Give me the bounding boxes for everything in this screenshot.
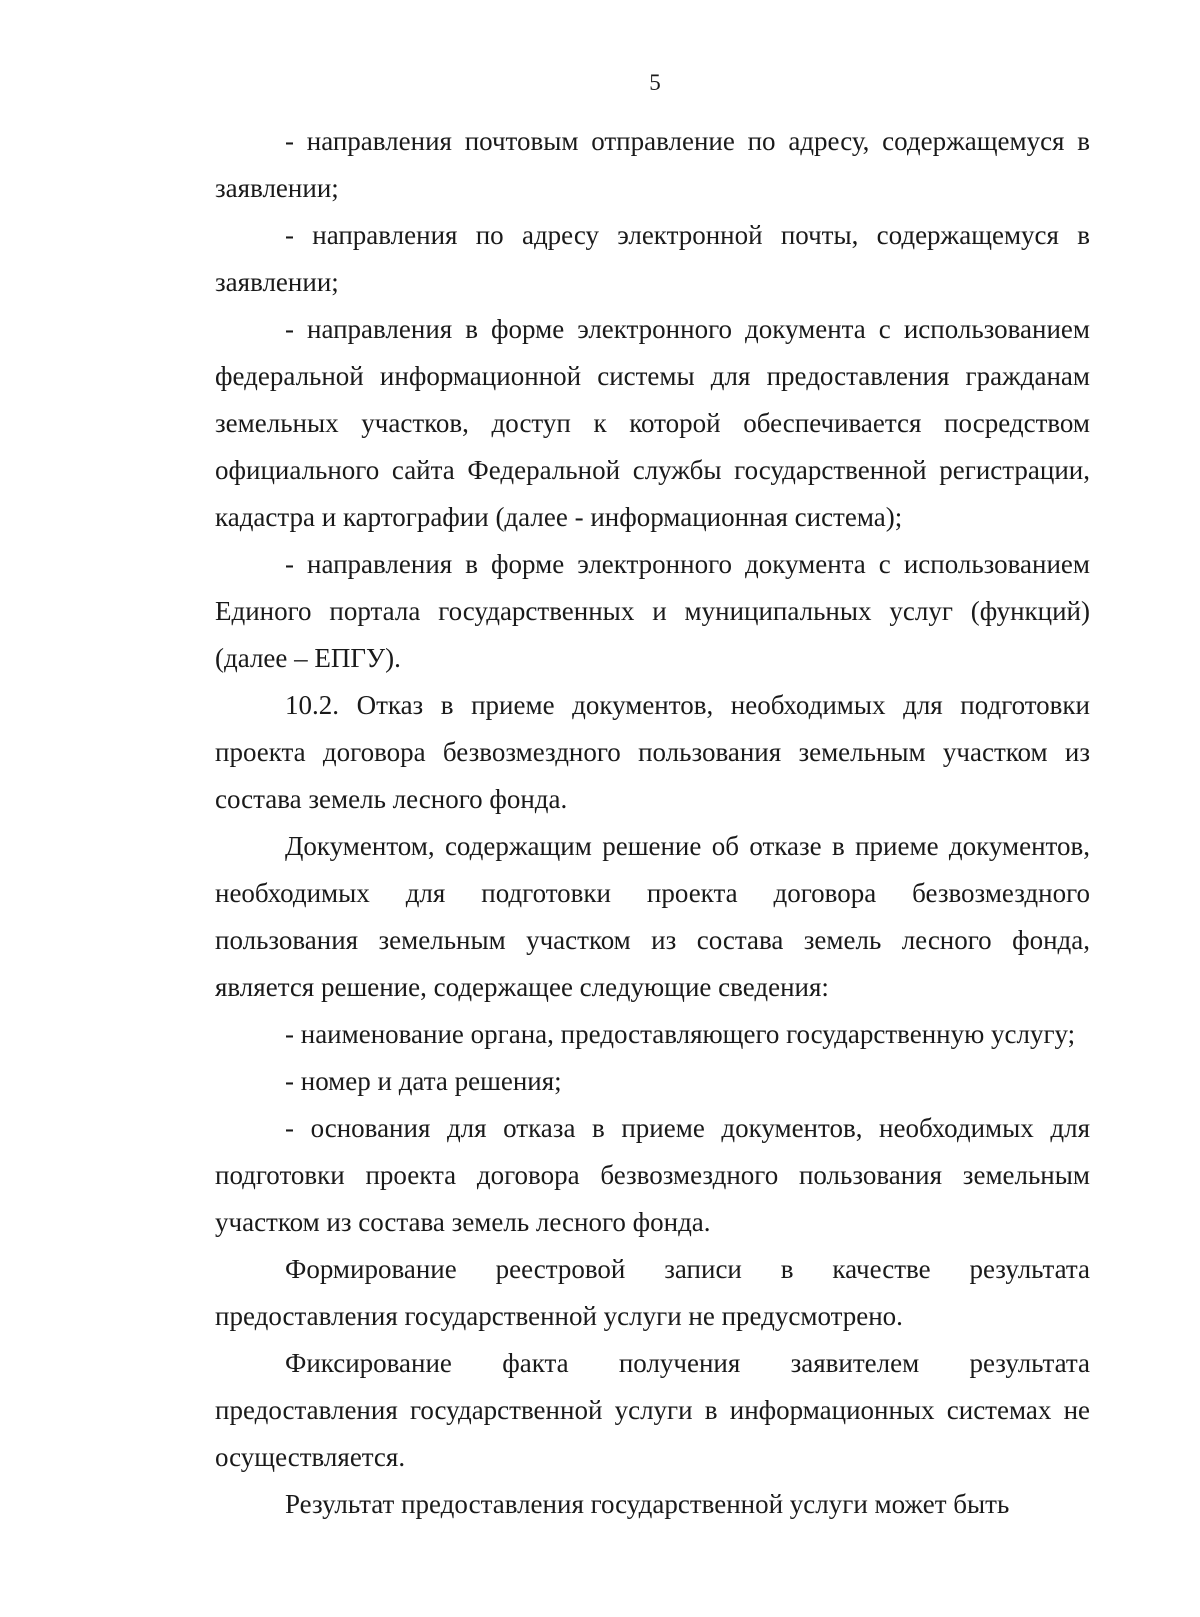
paragraph-mail-delivery: - направления почтовым отправление по адресу, содержащемуся в заявлении; xyxy=(215,126,1090,203)
paragraph-info-system-delivery: - направления в форме электронного документа с использованием федеральной информационной системы для предоставления гражданам земельных участков, доступ к которой обеспечивается посредством официального сайта Федеральной службы государственной регистрации, кадастра и картографии (далее - информационная система); xyxy=(215,314,1090,532)
paragraph-refusal-document: Документом, содержащим решение об отказе в приеме документов, необходимых для подготовки проекта договора безвозмездного пользования земельным участком из состава земель лесного фонда, является решение, содержащее следующие сведения: xyxy=(215,831,1090,1002)
paragraph-email-delivery: - направления по адресу электронной почты, содержащемуся в заявлении; xyxy=(215,220,1090,297)
paragraph-result-fixation: Фиксирование факта получения заявителем результата предоставления государственной услуги в информационных системах не осуществляется. xyxy=(215,1348,1090,1472)
document-body xyxy=(215,118,1090,1528)
paragraph-result-provision: Результат предоставления государственной услуги может быть xyxy=(285,1489,1010,1519)
paragraph-section-10-2: 10.2. Отказ в приеме документов, необходимых для подготовки проекта договора безвозмездного пользования земельным участком из состава земель лесного фонда. xyxy=(215,690,1090,814)
paragraph-authority-name: - наименование органа, предоставляющего государственную услугу; xyxy=(285,1019,1076,1049)
paragraph-decision-number-date: - номер и дата решения; xyxy=(285,1066,562,1096)
paragraph-refusal-grounds: - основания для отказа в приеме документов, необходимых для подготовки проекта договора безвозмездного пользования земельным участком из состава земель лесного фонда. xyxy=(215,1113,1090,1237)
paragraph-epgu-delivery: - направления в форме электронного документа с использованием Единого портала государственных и муниципальных услуг (функций) (далее – ЕПГУ). xyxy=(215,549,1090,673)
paragraph-registry-record: Формирование реестровой записи в качестве результата предоставления государственной услуги не предусмотрено. xyxy=(215,1254,1090,1331)
page-number: 5 xyxy=(649,70,661,95)
